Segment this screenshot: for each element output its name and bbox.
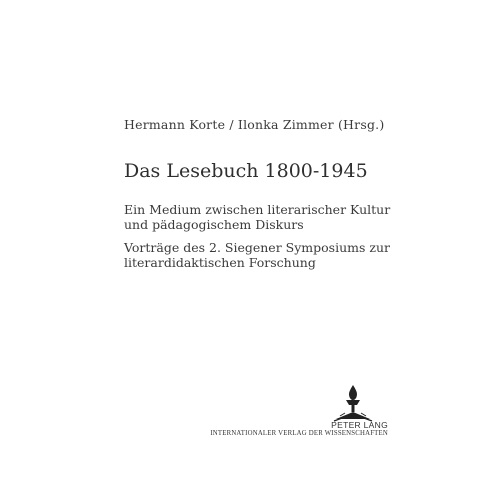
series-line-2: literardidaktischen Forschung xyxy=(124,255,316,270)
publisher-tagline: INTERNATIONALER VERLAG DER WISSENSCHAFTEN xyxy=(210,430,388,437)
editors-line: Hermann Korte / Ilonka Zimmer (Hrsg.) xyxy=(124,117,385,132)
subtitle-line-2: und pädagogischem Diskurs xyxy=(124,217,304,232)
peter-lang-torch-icon xyxy=(332,383,374,423)
publisher-name: PETER LANG xyxy=(331,420,388,430)
book-subtitle xyxy=(124,202,390,232)
series-note xyxy=(124,240,390,270)
series-line-1: Vorträge des 2. Siegener Symposiums zur xyxy=(124,240,390,255)
book-title: Das Lesebuch 1800-1945 xyxy=(124,160,368,182)
subtitle-line-1: Ein Medium zwischen literarischer Kultur xyxy=(124,202,391,217)
